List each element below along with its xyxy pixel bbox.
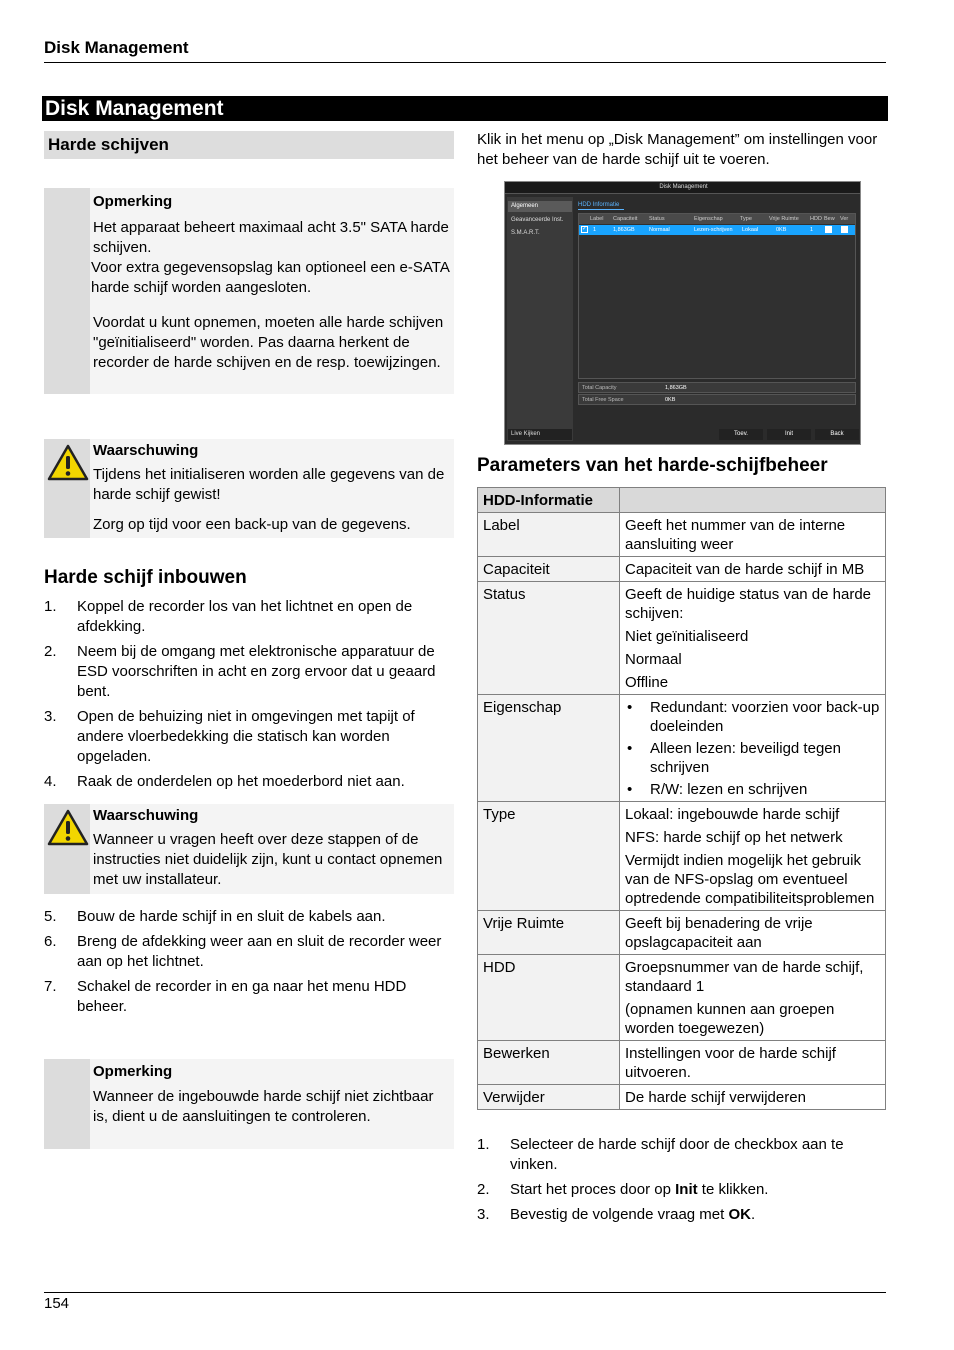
list-item: 1. Selecteer de harde schijf door de checkbox aan te vinken. <box>477 1136 844 1173</box>
param-desc <box>620 695 886 802</box>
list-item: 4. Raak de onderdelen op het moederbord niet aan. <box>44 773 405 790</box>
menu-item-algemeen[interactable]: Algemeen <box>508 201 572 212</box>
list-item: 3. Open de behuizing niet in omgevingen met tapijt of andere vloerbedekking die statisch kan worden opgeladen. <box>44 708 415 765</box>
subsection-title: Harde schijven <box>44 131 454 159</box>
param-label: Eigenschap <box>478 695 620 802</box>
total-capacity-value: 1,863GB <box>665 385 687 391</box>
warning-box-installer <box>44 804 454 894</box>
table-header-cell: HDD-Informatie <box>478 488 620 513</box>
disk-management-screenshot: Disk Management Algemeen Geavanceerde Inst. S.M.A.R.T. Live Kijken HDD Informatie Label Capaciteit Status Eigenschap Type Vrije Ruimte HDD Bew Ver ✓ 1 1,863GB Normaal Lezen-schrijven Lokaal 0KB 1 Total Capacity 1,863GB Total Free Space 0KB Toev. Init Back <box>504 181 861 445</box>
checkbox-icon[interactable]: ✓ <box>582 226 588 232</box>
window-title: Disk Management <box>659 184 708 190</box>
bullet-item: • Alleen lezen: beveiligd tegen schrijven <box>625 739 880 777</box>
list-item: 2. Start het proces door op Init te klikken. <box>477 1181 769 1198</box>
note-box-visibility <box>44 1059 454 1149</box>
param-label: Type <box>478 802 620 911</box>
param-desc: Capaciteit van de harde schijf in MB <box>620 557 886 582</box>
live-view-button[interactable]: Live Kijken <box>508 429 572 440</box>
note-side-bar <box>44 1059 90 1149</box>
note-title: Opmerking <box>93 1063 173 1080</box>
param-label: Status <box>478 582 620 695</box>
final-steps <box>477 1135 887 1225</box>
param-label: Label <box>478 513 620 557</box>
header-rule <box>44 62 886 63</box>
param-desc: Geeft bij benadering de vrije opslagcapaciteit aan <box>620 911 886 955</box>
table-header-row <box>478 488 886 513</box>
param-label: Vrije Ruimte <box>478 911 620 955</box>
init-button[interactable]: Init <box>767 429 811 440</box>
edit-icon[interactable] <box>825 226 832 233</box>
menu-item-smart[interactable]: S.M.A.R.T. <box>511 230 540 236</box>
total-free-label: Total Free Space <box>582 397 624 403</box>
param-desc: Geeft het nummer van de interne aansluiting weer <box>620 513 886 557</box>
table-row <box>478 557 886 582</box>
total-capacity-label: Total Capacity <box>582 385 617 391</box>
warning-triangle-icon <box>47 444 89 482</box>
table-row <box>478 1085 886 1110</box>
bullet-item: • Redundant: voorzien voor back-up doeleinden <box>625 698 880 736</box>
note-side-bar <box>44 188 90 394</box>
install-steps-5-7 <box>44 907 454 1017</box>
warning-text: Wanneer u vragen heeft over deze stappen of de instructies niet duidelijk zijn, kunt u contact opnemen met uw installateur. <box>93 831 443 888</box>
table-row <box>478 802 886 911</box>
list-item: 2. Neem bij de omgang met elektronische apparatuur de ESD voorschriften in acht en zorg ervoor dat u geaard bent. <box>44 643 436 700</box>
param-desc: Geeft de huidige status van de harde schijven: Niet geïnitialiseerd Normaal Offline <box>620 582 886 695</box>
section-title: Disk Management <box>42 96 888 121</box>
warning-text-line: Tijdens het initialiseren worden alle gegevens van de harde schijf gewist! <box>93 466 445 503</box>
table-row <box>478 911 886 955</box>
list-item: 1. Koppel de recorder los van het lichtnet en open de afdekking. <box>44 598 413 635</box>
note-text-line: Voordat u kunt opnemen, moeten alle harde schijven "geïnitialiseerd" worden. Pas daarna herkent de recorder de harde schijven en de resp. toewijzingen. <box>93 314 444 371</box>
param-desc: Groepsnummer van de harde schijf, standaard 1 (opnamen kunnen aan groepen worden toegewezen) <box>620 955 886 1041</box>
note-text-line: Voor extra gegevensopslag kan optioneel een e-SATA harde schijf worden aangesloten. <box>91 259 450 296</box>
hdd-parameters-table <box>477 487 886 1110</box>
warning-title: Waarschuwing <box>93 807 199 824</box>
install-steps-1-4 <box>44 597 454 792</box>
param-desc: Lokaal: ingebouwde harde schijf NFS: harde schijf op het netwerk Vermijdt indien mogelijk het gebruik van de NFS-opslag om eventueel optredende compatibiliteitsproblemen <box>620 802 886 911</box>
note-text: Wanneer de ingebouwde harde schijf niet zichtbaar is, dient u de aansluitingen te controleren. <box>93 1088 434 1125</box>
table-row <box>478 955 886 1041</box>
list-item: 6. Breng de afdekking weer aan en sluit de recorder weer aan op het lichtnet. <box>44 933 442 970</box>
intro-text: Klik in het menu op „Disk Management” om instellingen voor het beheer van de harde schijf uit te voeren. <box>477 131 878 168</box>
left-column <box>44 131 454 159</box>
back-button[interactable]: Back <box>815 429 859 440</box>
param-desc: De harde schijf verwijderen <box>620 1085 886 1110</box>
param-desc: Instellingen voor de harde schijf uitvoeren. <box>620 1041 886 1085</box>
note-text-line: Het apparaat beheert maximaal acht 3.5" SATA harde schijven. <box>93 219 449 256</box>
param-label: Capaciteit <box>478 557 620 582</box>
warning-text-line: Zorg op tijd voor een back-up van de gegevens. <box>93 516 411 533</box>
param-label: Bewerken <box>478 1041 620 1085</box>
install-heading: Harde schijf inbouwen <box>44 567 247 588</box>
param-label: HDD <box>478 955 620 1041</box>
menu-item-geavanceerd[interactable]: Geavanceerde Inst. <box>511 217 564 223</box>
warning-triangle-icon <box>47 809 89 847</box>
list-item: 7. Schakel de recorder in en ga naar het menu HDD beheer. <box>44 978 407 1015</box>
table-row <box>478 1041 886 1085</box>
running-header: Disk Management <box>44 38 189 57</box>
add-button[interactable]: Toev. <box>719 429 763 440</box>
warning-title: Waarschuwing <box>93 442 199 459</box>
list-item: 3. Bevestig de volgende vraag met OK. <box>477 1206 756 1223</box>
table-row <box>478 695 886 802</box>
footer-rule <box>44 1292 886 1293</box>
bullet-item: • R/W: lezen en schrijven <box>625 780 880 799</box>
table-row <box>478 513 886 557</box>
tab-hdd-info[interactable]: HDD Informatie <box>578 201 624 210</box>
param-label: Verwijder <box>478 1085 620 1110</box>
total-free-value: 0KB <box>665 397 676 403</box>
params-heading: Parameters van het harde-schijfbeheer <box>477 455 828 476</box>
page-number: 154 <box>44 1295 70 1312</box>
table-header-cell <box>620 488 886 513</box>
list-item: 5. Bouw de harde schijf in en sluit de kabels aan. <box>44 908 386 925</box>
note-title: Opmerking <box>93 193 173 210</box>
table-row <box>478 582 886 695</box>
delete-icon[interactable] <box>841 226 848 233</box>
note-box-hdd-info <box>44 188 454 394</box>
warning-box-initialize <box>44 439 454 538</box>
